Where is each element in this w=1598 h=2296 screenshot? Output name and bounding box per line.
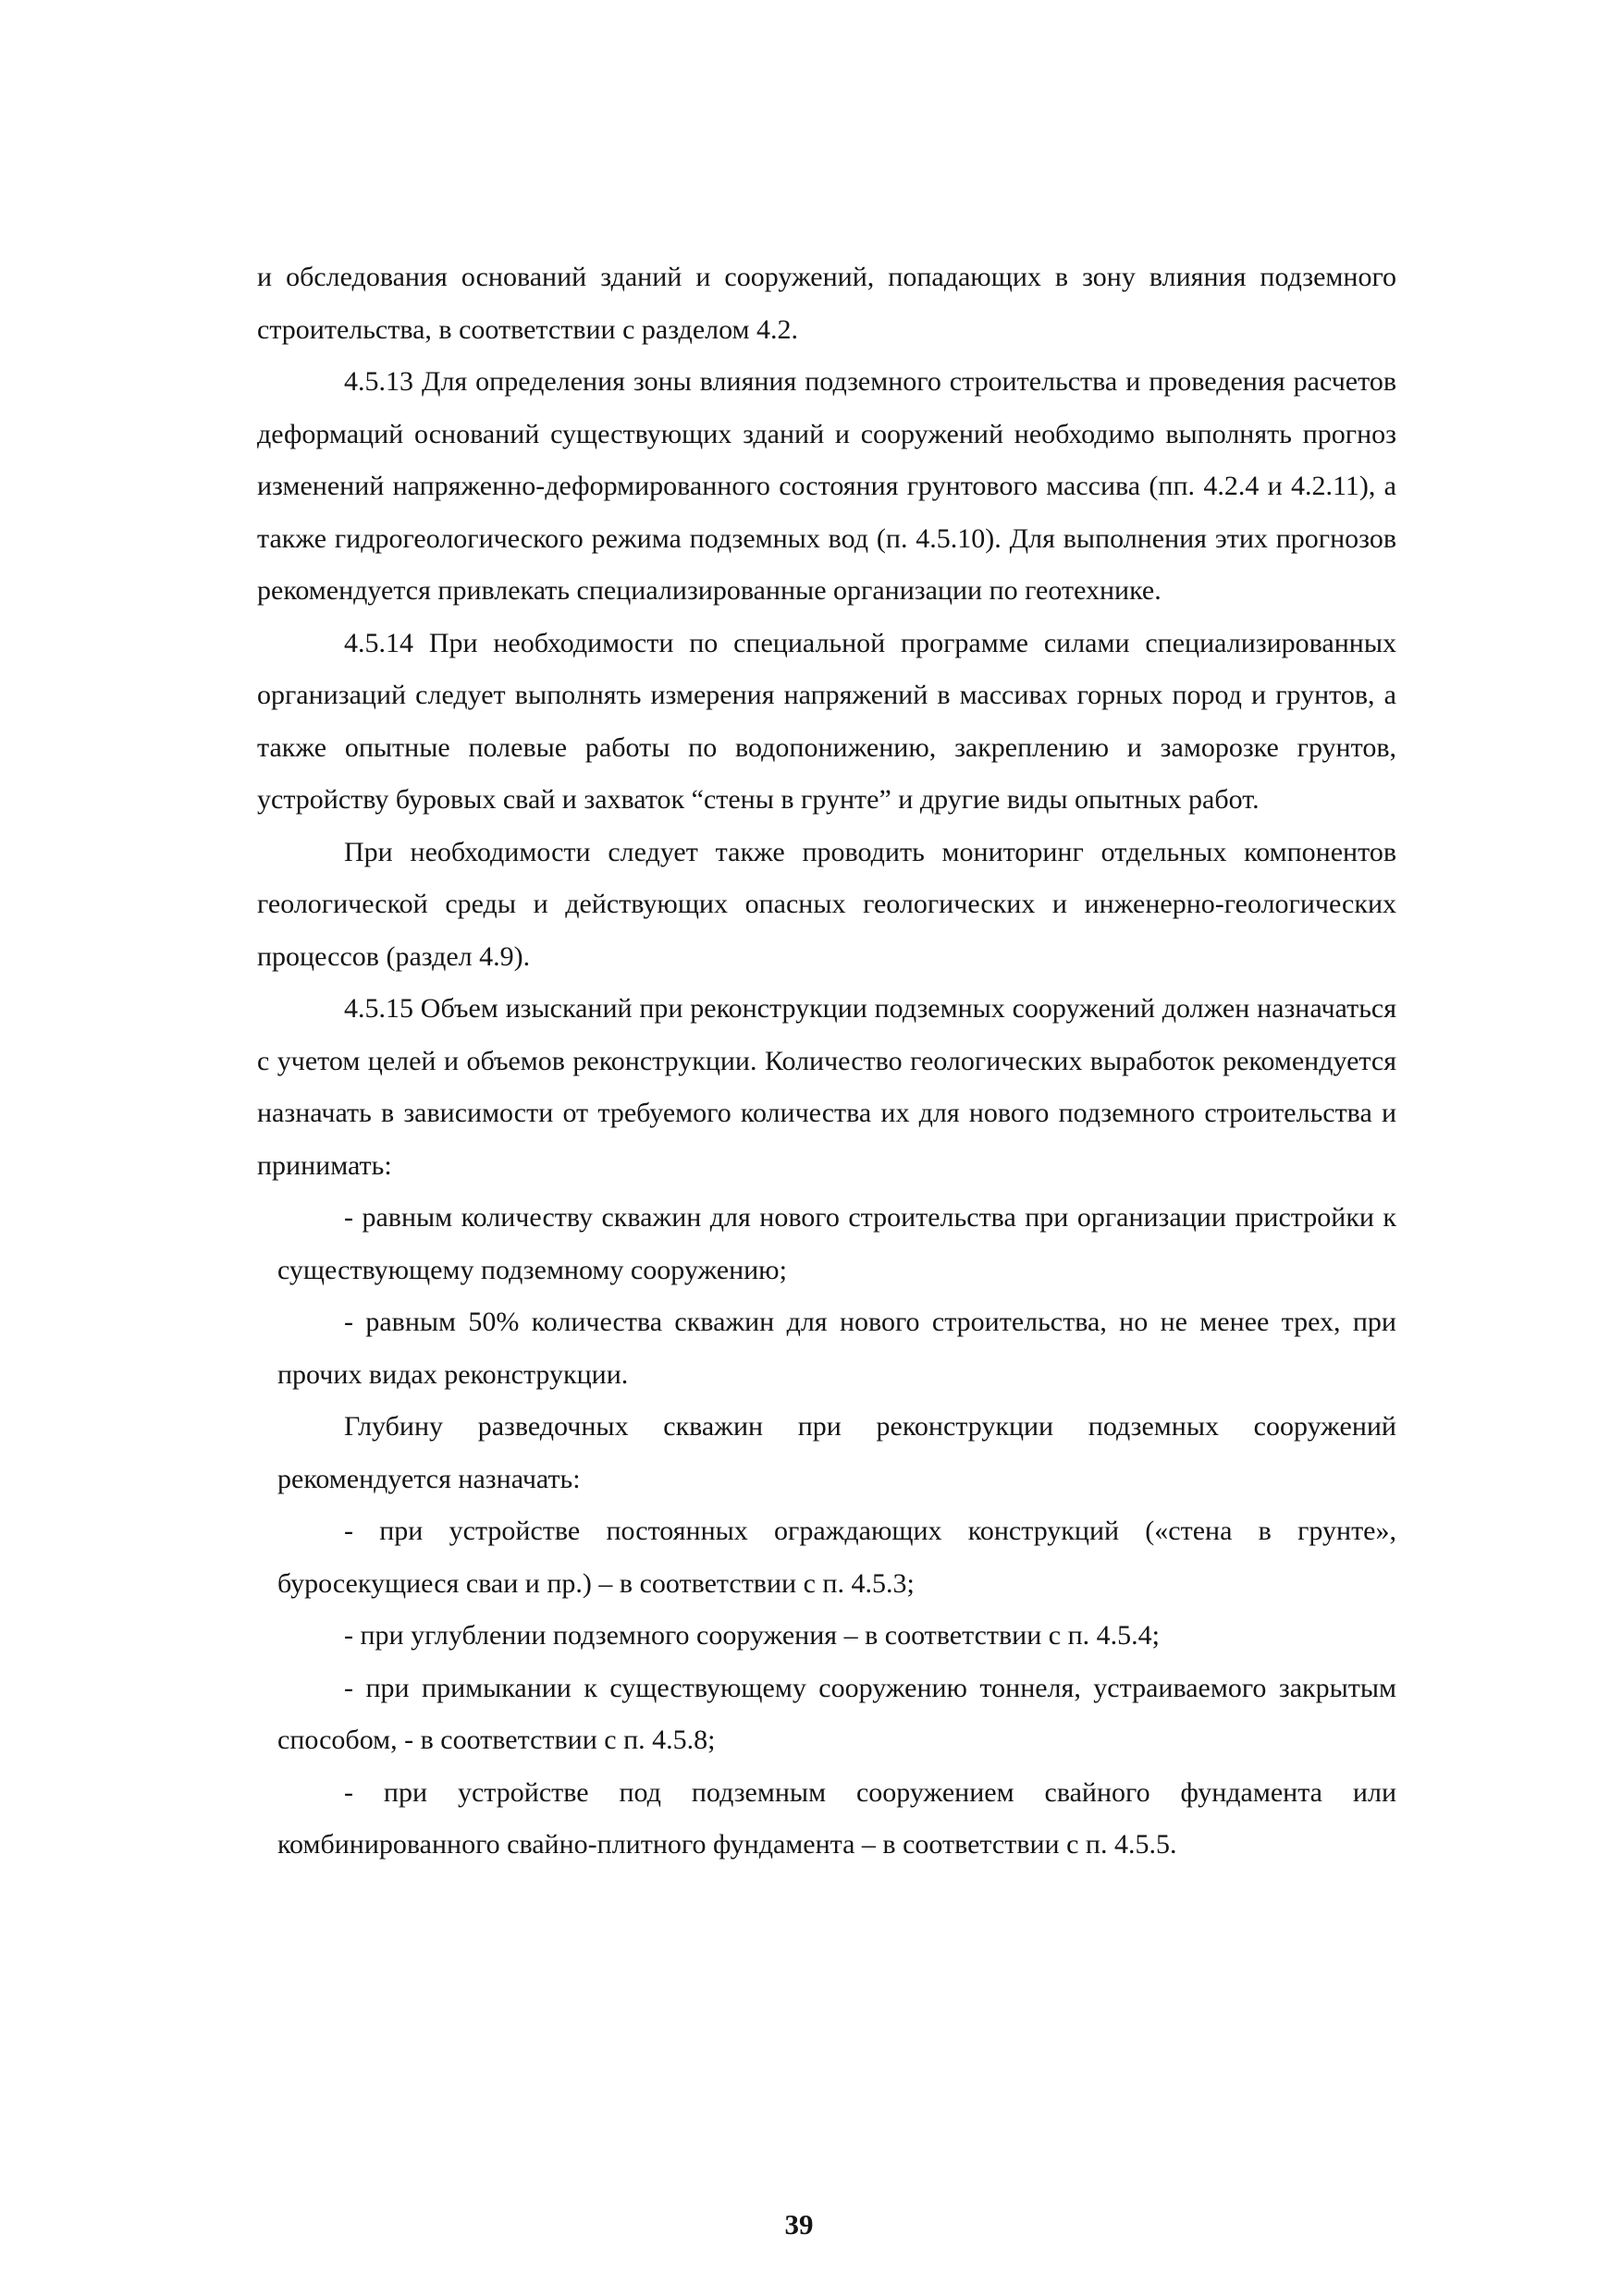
paragraph-4-5-14: 4.5.14 При необходимости по специальной программе силами специализированных организаций следует выполнять измерения напряжений в массивах горных пород и грунтов, а также опытные полевые работы по водопонижению, закреплению и заморозке грунтов, устройству буровых свай и захваток “стены в грунте” и другие виды опытных работ.	[257, 627, 1396, 815]
page-number: 39	[784, 2208, 814, 2241]
paragraph-monitoring: При необходимости следует также проводить мониторинг отдельных компонентов геологической среды и действующих опасных геологических и инженерно-геологических процессов (раздел 4.9).	[257, 836, 1396, 972]
list-item-deepening: - при углублении подземного сооружения – в соответствии с п. 4.5.4;	[344, 1620, 1160, 1651]
list-item-other-reconstruction: - равным 50% количества скважин для нового строительства, но не менее трех, при прочих видах реконструкции.	[277, 1307, 1396, 1390]
paragraph-4-5-13: 4.5.13 Для определения зоны влияния подземного строительства и проведения расчетов деформаций оснований существующих зданий и сооружений необходимо выполнять прогноз изменений напряженно-деформированного состояния грунтового массива (пп. 4.2.4 и 4.2.11), а также гидрогеологического режима подземных вод (п. 4.5.10). Для выполнения этих прогнозов рекомендуется привлекать специализированные организации по геотехнике.	[257, 366, 1396, 606]
body-text	[257, 252, 1396, 1872]
list-item-extension: - равным количеству скважин для нового строительства при организации пристройки к существующему подземному сооружению;	[277, 1202, 1396, 1285]
paragraph-continuation: и обследования оснований зданий и сооружений, попадающих в зону влияния подземного строительства, в соответствии с разделом 4.2.	[257, 262, 1396, 345]
list-item-retaining-structures: - при устройстве постоянных ограждающих конструкций («стена в грунте», буросекущиеся сваи и пр.) – в соответствии с п. 4.5.3;	[277, 1516, 1396, 1599]
list-item-tunnel-adjoining: - при примыкании к существующему сооружению тоннеля, устраиваемого закрытым способом, - в соответствии с п. 4.5.8;	[277, 1672, 1396, 1755]
paragraph-borehole-depth: Глубину разведочных скважин при реконструкции подземных сооружений рекомендуется назначать:	[277, 1411, 1396, 1494]
paragraph-4-5-15: 4.5.15 Объем изысканий при реконструкции подземных сооружений должен назначаться с учетом целей и объемов реконструкции. Количество геологических выработок рекомендуется назначать в зависимости от требуемого количества их для нового подземного строительства и принимать:	[257, 993, 1396, 1181]
list-item-pile-foundation: - при устройстве под подземным сооружением свайного фундамента или комбинированного свайно-плитного фундамента – в соответствии с п. 4.5.5.	[277, 1776, 1396, 1860]
